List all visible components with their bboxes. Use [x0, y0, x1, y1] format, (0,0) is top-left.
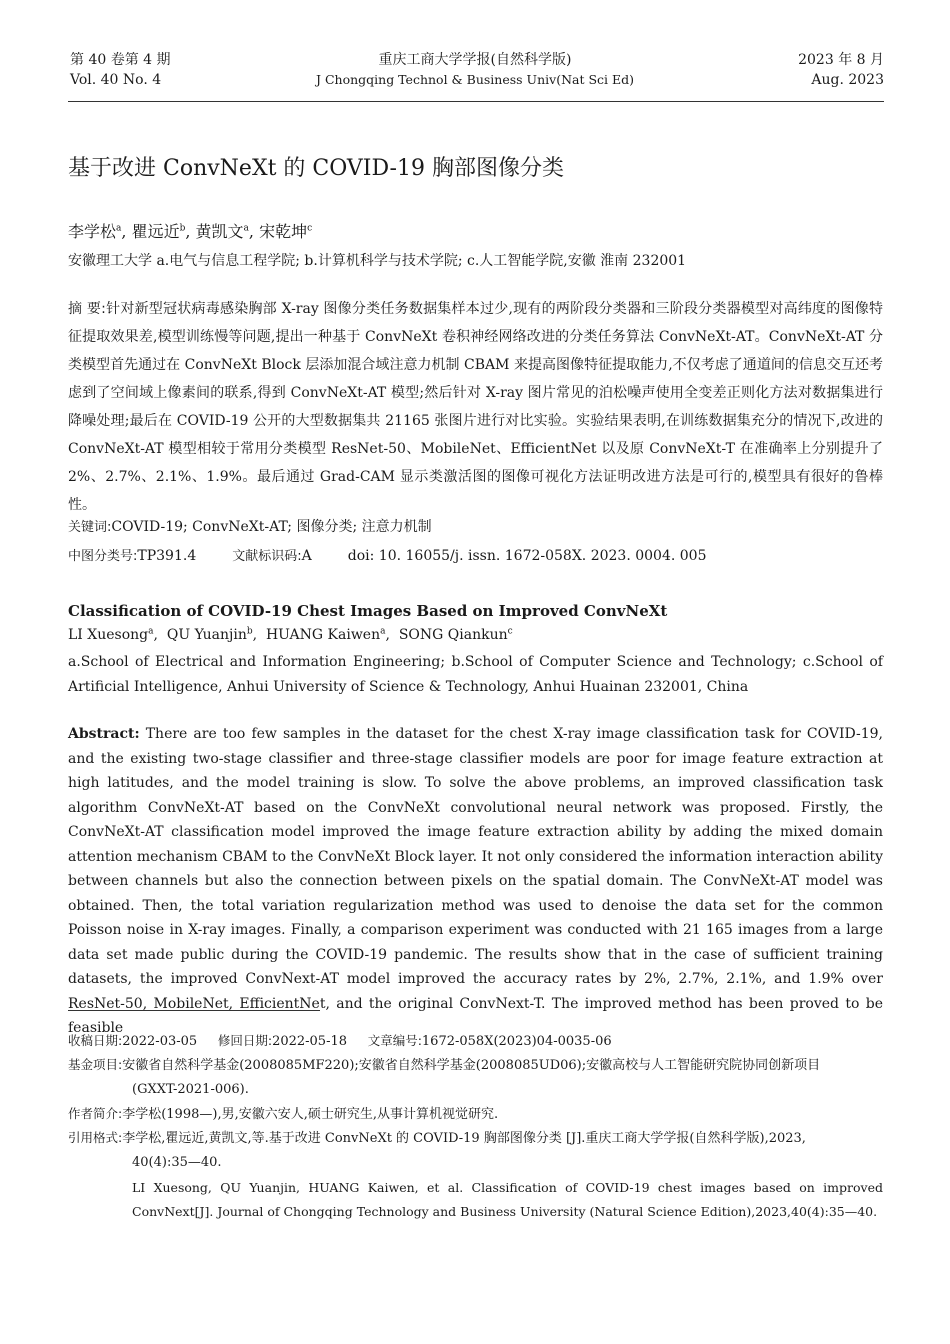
- cite-cn-cont: 40(4):35—40.: [132, 1155, 222, 1170]
- journal-date: [798, 50, 884, 90]
- classification-line: [68, 544, 707, 569]
- author-name: 李学松: [68, 222, 117, 241]
- footnote-citation: [68, 1126, 883, 1175]
- abstract-cn-label: 摘 要:: [68, 301, 106, 317]
- doi: doi: 10. 16055/j. issn. 1672-058X. 2023. 0004. 005: [347, 548, 707, 564]
- date-cn: 2023 年 8 月: [798, 52, 884, 68]
- cite-label: 引用格式:: [68, 1130, 123, 1145]
- footnote-divider: [68, 1010, 320, 1011]
- affiliation-en: a.School of Electrical and Information Engineering; b.School of Computer Science and Technology; c.School of Artificial Intelligence, Anhui University of Science & Technology, Anhui Huainan 232001, China: [68, 654, 883, 695]
- fund-label: 基金项目:: [68, 1057, 123, 1072]
- author-affil-mark: a: [148, 626, 154, 637]
- received-label: 收稿日期:: [68, 1033, 123, 1048]
- abstract-en: [68, 722, 883, 1041]
- footnote-dates: [68, 1029, 883, 1054]
- abstract-en-label: Abstract:: [68, 726, 140, 742]
- author-name: 黄凯文: [195, 222, 244, 241]
- clc-label: 中图分类号:: [68, 549, 138, 564]
- author-list-en: LI Xuesong$^a$, QU Yuanjin$^b$, HUANG Kaiwen$^a$, SONG Qiankun$^c$: [68, 626, 513, 643]
- footnote-author-bio: [68, 1102, 883, 1127]
- revised-label: 修回日期:: [217, 1033, 273, 1048]
- footnote-funding: [68, 1053, 883, 1102]
- volume-en: Vol. 40 No. 4: [70, 72, 162, 88]
- author-affil-mark: c: [507, 626, 513, 637]
- affiliation-cn: 安徽理工大学 a.电气与信息工程学院; b.计算机科学与技术学院; c.人工智能学院,安徽 淮南 232001: [68, 253, 687, 269]
- paper-title-en: Classification of COVID-19 Chest Images Based on Improved ConvNeXt: [68, 602, 668, 620]
- keywords-label: 关键词:: [68, 520, 112, 535]
- received-date: 2022-03-05: [122, 1034, 198, 1049]
- abstract-en-text: There are too few samples in the dataset for the chest X-ray image classification task for COVID-19, and the existing two-stage classifier and three-stage classifier models are poor for image feature extraction at high latitudes, and the model training is slow. To solve the above problems, an improved classification task algorithm ConvNeXt-AT based on the ConvNeXt convolutional neural network was proposed. Firstly, the ConvNeXt-AT classification model improved the image feature extraction ability by adding the mixed domain attention mechanism CBAM to the ConvNeXt Block layer. It not only considered the information interaction ability between channels but also the connection between pixels on the spatial domain. The ConvNeXt-AT model was obtained. Then, the total variation regularization method was used to denoise the data set for the common Poisson noise in X-ray images. Finally, a comparison experiment was conducted with 21 165 images from a large data set made public during the COVID-19 pandemic. The results show that in the case of sufficient training datasets, the improved ConvNext-AT model improved the accuracy rates by 2%, 2.7%, 2.1%, and 1.9% over ResNet-50, MobileNet, EfficientNet, and the original ConvNext-T. The improved method has been proved to be feasible: [68, 726, 883, 1036]
- article-no: 1672-058X(2023)04-0035-06: [421, 1034, 612, 1049]
- author-affil-mark: b: [246, 626, 253, 637]
- citation-en: LI Xuesong, QU Yuanjin, HUANG Kaiwen, et al. Classification of COVID-19 chest images based on improved ConvNext[J]. Journal of Chongqing Technology and Business University (Natural Science Edition),2023,40(4):35—40.: [132, 1180, 883, 1219]
- author-list-cn: 李学松$^a$, 瞿远近$^b$, 黄凯文$^a$, 宋乾坤$^c$: [68, 222, 313, 241]
- author-name-en: SONG Qiankun: [398, 627, 508, 643]
- author-name: 瞿远近: [131, 222, 180, 241]
- fund-text: 安徽省自然科学基金(2008085MF220);安徽省自然科学基金(2008085UD06);安徽高校与人工智能研究院协同创新项目: [122, 1058, 821, 1073]
- keywords-cn: [68, 515, 432, 540]
- paper-title-cn: 基于改进 ConvNeXt 的 COVID-19 胸部图像分类: [68, 156, 564, 181]
- header-divider: [68, 101, 884, 102]
- doc-code-value: A: [301, 548, 312, 564]
- revised-date: 2022-05-18: [272, 1034, 348, 1049]
- keywords-text: COVID-19; ConvNeXt-AT; 图像分类; 注意力机制: [111, 519, 432, 535]
- author-affil-mark: c: [307, 223, 313, 234]
- author-name: 宋乾坤: [259, 222, 308, 241]
- journal-name-cn: 重庆工商大学学报(自然科学版): [378, 52, 572, 68]
- author-affil-mark: a: [116, 223, 122, 234]
- author-affil-mark: a: [243, 223, 249, 234]
- author-name-en: LI Xuesong: [68, 627, 149, 643]
- journal-name-en: J Chongqing Technol & Business Univ(Nat Sci Ed): [315, 72, 634, 87]
- date-en: Aug. 2023: [811, 72, 884, 88]
- abstract-cn-text: 针对新型冠状病毒感染胸部 X-ray 图像分类任务数据集样本过少,现有的两阶段分类器和三阶段分类器模型对高纬度的图像特征提取效果差,模型训练慢等问题,提出一种基于 ConvNeXt 卷积神经网络改进的分类任务算法 ConvNeXt-AT。ConvNeXt-AT 分类模型首先通过在 ConvNeXt Block 层添加混合域注意力机制 CBAM 来提高图像特征提取能力,不仅考虑了通道间的信息交互还考虑到了空间域上像素间的联系,得到 ConvNeXt-AT 模型;然后针对 X-ray 图片常见的泊松噪声使用全变差正则化方法对数据集进行降噪处理;最后在 COVID-19 公开的大型数据集共 21165 张图片进行对比实验。实验结果表明,在训练数据集充分的情况下,改进的 ConvNeXt-AT 模型相较于常用分类模型 ResNet-50、MobileNet、EfficientNet 以及原 ConvNeXt-T 在准确率上分别提升了 2%、2.7%、2.1%、1.9%。最后通过 Grad-CAM 显示类激活图的图像可视化方法证明改进方法是可行的,模型具有很好的鲁棒性。: [68, 301, 883, 513]
- author-affil-mark: b: [179, 223, 186, 234]
- abstract-cn: [68, 295, 883, 519]
- author-name-en: HUANG Kaiwen: [265, 627, 381, 643]
- author-affil-mark: a: [380, 626, 386, 637]
- author-bio-label: 作者简介:: [68, 1106, 123, 1121]
- fund-text-cont: (GXXT-2021-006).: [132, 1082, 249, 1097]
- author-name-en: QU Yuanjin: [166, 627, 247, 643]
- author-bio: 李学松(1998—),男,安徽六安人,硕士研究生,从事计算机视觉研究.: [122, 1107, 499, 1122]
- volume-cn: 第 40 卷第 4 期: [70, 52, 171, 68]
- article-no-label: 文章编号:: [367, 1033, 422, 1048]
- doc-code-label: 文献标识码:: [232, 549, 302, 564]
- cite-cn: 李学松,瞿远近,黄凯文,等.基于改进 ConvNeXt 的 COVID-19 胸部图像分类 [J].重庆工商大学学报(自然科学版),2023,: [122, 1131, 806, 1146]
- clc-value: TP391.4: [137, 548, 197, 564]
